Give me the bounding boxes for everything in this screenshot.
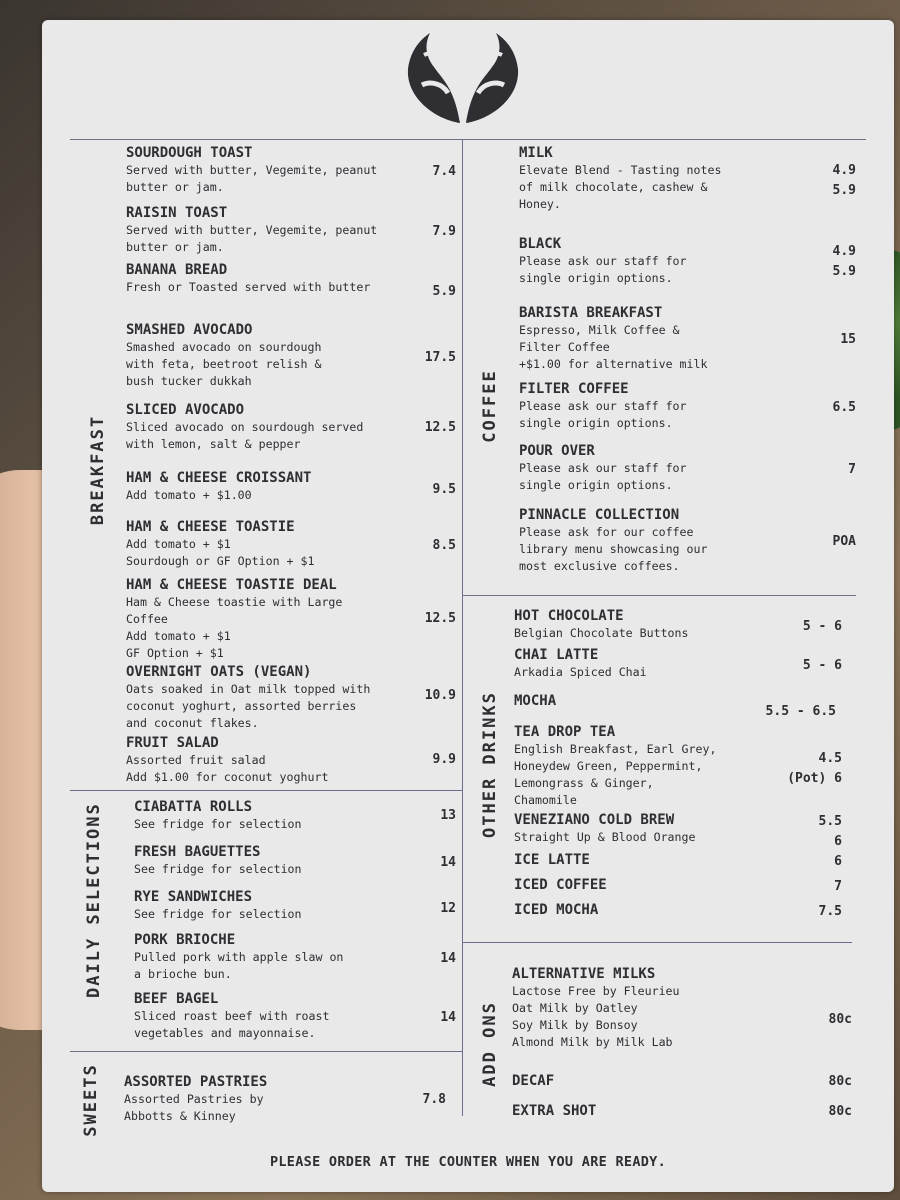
section-other-drinks: OTHER DRINKS xyxy=(480,691,500,838)
item-name: SMASHED AVOCADO xyxy=(126,322,253,338)
item-name: BEEF BAGEL xyxy=(134,991,219,1007)
item-name: ICED COFFEE xyxy=(514,877,607,893)
item-description: Elevate Blend - Tasting notes of milk chocolate, cashew & Honey. xyxy=(519,163,722,211)
other-item xyxy=(514,876,607,894)
item-description: Sliced avocado on sourdough served with lemon, salt & pepper xyxy=(126,420,364,451)
item-description: Please ask our staff for single origin options. xyxy=(519,399,687,430)
other-item xyxy=(514,646,647,681)
item-price: 5 - 6 xyxy=(802,658,842,673)
section-coffee: COFFEE xyxy=(480,369,500,443)
item-price: 9.5 xyxy=(432,482,456,497)
item-name: HAM & CHEESE CROISSANT xyxy=(126,470,312,486)
item-description: Assorted fruit salad Add $1.00 for coconut yoghurt xyxy=(126,753,329,784)
item-name: PINNACLE COLLECTION xyxy=(519,507,680,523)
breakfast-item xyxy=(126,469,311,504)
coffee-item xyxy=(519,506,707,575)
item-name: HOT CHOCOLATE xyxy=(514,608,624,624)
item-description: See fridge for selection xyxy=(134,862,302,876)
item-price: 4.5 (Pot) 6 xyxy=(787,751,842,786)
item-price: 12.5 xyxy=(424,420,456,435)
item-name: SLICED AVOCADO xyxy=(126,402,245,418)
item-description: Fresh or Toasted served with butter xyxy=(126,280,371,294)
coffee-item xyxy=(519,380,687,432)
item-price: 14 xyxy=(440,855,456,870)
item-name: BLACK xyxy=(519,236,562,252)
item-price: 17.5 xyxy=(424,350,456,365)
item-price: 15 xyxy=(840,332,856,347)
breakfast-item xyxy=(126,401,363,453)
item-name: MILK xyxy=(519,145,553,161)
daily-item xyxy=(134,888,302,923)
item-price: 13 xyxy=(440,808,456,823)
item-name: RYE SANDWICHES xyxy=(134,889,253,905)
coffee-item xyxy=(519,235,687,287)
item-price: 5 - 6 xyxy=(802,619,842,634)
breakfast-daily-rule xyxy=(70,790,462,791)
section-add-ons: ADD ONS xyxy=(480,1001,500,1087)
item-description: See fridge for selection xyxy=(134,817,302,831)
item-description: Ham & Cheese toastie with Large Coffee Add tomato + $1 GF Option + $1 xyxy=(126,595,343,660)
breakfast-item xyxy=(126,734,328,786)
item-name: CHAI LATTE xyxy=(514,647,599,663)
addons-item xyxy=(512,1102,596,1120)
item-name: FILTER COFFEE xyxy=(519,381,629,397)
other-addons-rule xyxy=(462,942,852,943)
section-breakfast: BREAKFAST xyxy=(88,414,108,526)
item-price: 5.5 - 6.5 xyxy=(765,704,836,719)
item-name: BANANA BREAD xyxy=(126,262,228,278)
daily-sweets-rule xyxy=(70,1051,462,1052)
item-price: 80c xyxy=(828,1074,852,1089)
item-description: Arkadia Spiced Chai xyxy=(514,665,647,679)
item-description: Smashed avocado on sourdough with feta, beetroot relish & bush tucker dukkah xyxy=(126,340,322,388)
item-name: FRESH BAGUETTES xyxy=(134,844,261,860)
item-description: Lactose Free by Fleurieu Oat Milk by Oatley Soy Milk by Bonsoy Almond Milk by Milk Lab xyxy=(512,984,680,1049)
order-instructions: PLEASE ORDER AT THE COUNTER WHEN YOU ARE READY. xyxy=(269,1154,667,1170)
other-item xyxy=(514,901,598,919)
daily-item xyxy=(134,931,343,983)
item-price: 7.8 xyxy=(422,1092,446,1107)
item-price: 4.9 5.9 xyxy=(832,163,856,198)
other-item xyxy=(514,811,695,846)
item-description: Sliced roast beef with roast vegetables and mayonnaise. xyxy=(134,1009,330,1040)
item-description: Served with butter, Vegemite, peanut butter or jam. xyxy=(126,163,378,194)
item-price: 7.5 xyxy=(818,904,842,919)
breakfast-item xyxy=(126,204,377,256)
coffee-item xyxy=(519,304,707,373)
coffee-other-rule xyxy=(462,595,856,596)
daily-item xyxy=(134,798,302,833)
item-price: 6.5 xyxy=(832,400,856,415)
item-description: Oats soaked in Oat milk topped with coconut yoghurt, assorted berries and coconut flakes. xyxy=(126,682,371,730)
item-name: HAM & CHEESE TOASTIE xyxy=(126,519,295,535)
item-name: TEA DROP TEA xyxy=(514,724,616,740)
item-name: SOURDOUGH TOAST xyxy=(126,145,253,161)
item-price: 7.4 xyxy=(432,164,456,179)
item-price: 80c xyxy=(828,1012,852,1027)
item-description: Straight Up & Blood Orange xyxy=(514,830,696,844)
item-price: 80c xyxy=(828,1104,852,1119)
item-name: EXTRA SHOT xyxy=(512,1103,597,1119)
breakfast-item xyxy=(126,576,342,662)
item-name: ALTERNATIVE MILKS xyxy=(512,966,656,982)
item-description: Assorted Pastries by Abbotts & Kinney xyxy=(124,1092,264,1123)
addons-item xyxy=(512,1072,554,1090)
item-price: 7 xyxy=(834,879,842,894)
menu-sheet xyxy=(42,20,894,1192)
cafe-logo-icon xyxy=(404,27,522,127)
item-name: OVERNIGHT OATS (VEGAN) xyxy=(126,664,312,680)
item-description: Served with butter, Vegemite, peanut butter or jam. xyxy=(126,223,378,254)
item-price: POA xyxy=(832,534,856,549)
item-price: 5.5 6 xyxy=(818,814,842,849)
item-name: HAM & CHEESE TOASTIE DEAL xyxy=(126,577,337,593)
item-description: See fridge for selection xyxy=(134,907,302,921)
item-description: Add tomato + $1 Sourdough or GF Option + $1 xyxy=(126,537,315,568)
item-price: 4.9 5.9 xyxy=(832,244,856,279)
sweets-item xyxy=(124,1073,267,1125)
item-name: RAISIN TOAST xyxy=(126,205,228,221)
top-rule xyxy=(70,139,866,140)
item-price: 10.9 xyxy=(424,688,456,703)
other-item xyxy=(514,851,590,869)
item-name: FRUIT SALAD xyxy=(126,735,219,751)
section-sweets: SWEETS xyxy=(81,1063,101,1137)
item-name: DECAF xyxy=(512,1073,555,1089)
section-daily-selections: DAILY SELECTIONS xyxy=(84,802,104,998)
item-price: 6 xyxy=(834,854,842,869)
item-price: 14 xyxy=(440,951,456,966)
item-name: BARISTA BREAKFAST xyxy=(519,305,663,321)
item-price: 12.5 xyxy=(424,611,456,626)
item-name: POUR OVER xyxy=(519,443,595,459)
center-rule xyxy=(462,139,463,1116)
item-price: 14 xyxy=(440,1010,456,1025)
coffee-item xyxy=(519,442,687,494)
daily-item xyxy=(134,990,329,1042)
daily-item xyxy=(134,843,302,878)
item-name: ICED MOCHA xyxy=(514,902,599,918)
other-item xyxy=(514,692,556,710)
breakfast-item xyxy=(126,321,321,390)
coffee-item xyxy=(519,144,721,213)
item-description: Please ask for our coffee library menu showcasing our most exclusive coffees. xyxy=(519,525,708,573)
item-price: 9.9 xyxy=(432,752,456,767)
item-name: ASSORTED PASTRIES xyxy=(124,1074,268,1090)
breakfast-item xyxy=(126,261,370,296)
item-price: 5.9 xyxy=(432,284,456,299)
item-name: VENEZIANO COLD BREW xyxy=(514,812,675,828)
breakfast-item xyxy=(126,663,370,732)
item-name: CIABATTA ROLLS xyxy=(134,799,253,815)
item-description: Pulled pork with apple slaw on a brioche bun. xyxy=(134,950,344,981)
item-description: Add tomato + $1.00 xyxy=(126,488,252,502)
item-name: MOCHA xyxy=(514,693,557,709)
other-item xyxy=(514,723,716,809)
item-description: English Breakfast, Earl Grey, Honeydew Green, Peppermint, Lemongrass & Ginger, Chamomile xyxy=(514,742,717,807)
item-name: ICE LATTE xyxy=(514,852,590,868)
item-name: PORK BRIOCHE xyxy=(134,932,236,948)
item-price: 8.5 xyxy=(432,538,456,553)
item-description: Espresso, Milk Coffee & Filter Coffee +$1.00 for alternative milk xyxy=(519,323,708,371)
item-description: Please ask our staff for single origin options. xyxy=(519,254,687,285)
item-price: 7.9 xyxy=(432,224,456,239)
item-description: Belgian Chocolate Buttons xyxy=(514,626,689,640)
item-price: 12 xyxy=(440,901,456,916)
item-description: Please ask our staff for single origin options. xyxy=(519,461,687,492)
other-item xyxy=(514,607,689,642)
item-price: 7 xyxy=(848,462,856,477)
breakfast-item xyxy=(126,518,314,570)
breakfast-item xyxy=(126,144,377,196)
addons-item xyxy=(512,965,680,1051)
